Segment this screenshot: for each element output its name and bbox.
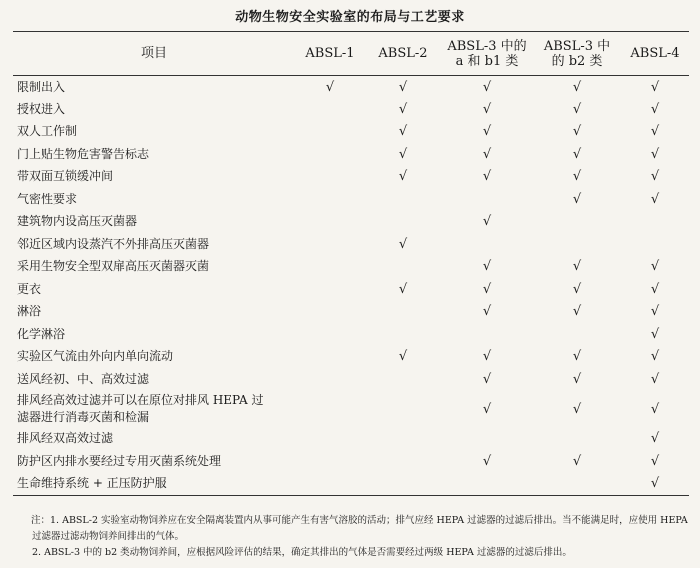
check-icon: √	[650, 453, 660, 469]
cell-absl1	[295, 166, 365, 189]
check-icon: √	[572, 101, 582, 117]
check-icon: √	[650, 124, 660, 140]
cell-absl2	[365, 278, 441, 301]
cell-absl4	[621, 188, 689, 211]
cell-absl3-b2	[533, 166, 621, 189]
check-icon: √	[572, 79, 582, 95]
table-row	[13, 278, 689, 301]
row-item-label: 门上贴生物危害警告标志	[17, 146, 150, 161]
check-icon: √	[398, 124, 408, 140]
cell-absl2	[365, 301, 441, 324]
cell-absl4	[621, 121, 689, 144]
row-item-label: 排风经高效过滤并可以在原位对排风 HEPA 过 滤器进行消毒灭菌和检漏	[17, 393, 264, 424]
cell-absl3-b2	[533, 188, 621, 211]
cell-absl3-ab1	[441, 368, 533, 391]
row-item-label: 防护区内排水要经过专用灭菌系统处理	[17, 453, 222, 468]
check-icon: √	[572, 281, 582, 297]
row-item-label: 送风经初、中、高效过滤	[17, 371, 150, 386]
table-row	[13, 473, 689, 496]
cell-absl1	[295, 121, 365, 144]
table-row	[13, 211, 689, 234]
cell-absl2	[365, 211, 441, 234]
cell-absl3-ab1	[441, 301, 533, 324]
cell-absl1	[295, 473, 365, 496]
check-icon: √	[650, 281, 660, 297]
row-item-label: 气密性要求	[17, 191, 78, 206]
check-icon: √	[650, 304, 660, 320]
cell-absl3-b2	[533, 346, 621, 369]
cell-absl4	[621, 98, 689, 121]
check-icon: √	[650, 259, 660, 275]
cell-absl2	[365, 450, 441, 473]
check-icon: √	[650, 476, 660, 491]
cell-absl3-b2	[533, 98, 621, 121]
row-item-label: 授权进入	[17, 101, 66, 116]
cell-absl3-ab1	[441, 473, 533, 496]
cell-absl4	[621, 450, 689, 473]
cell-absl3-b2	[533, 121, 621, 144]
cell-absl2	[365, 428, 441, 451]
check-icon: √	[650, 79, 660, 95]
cell-absl2	[365, 143, 441, 166]
row-item-label: 邻近区域内设蒸汽不外排高压灭菌器	[17, 236, 210, 251]
cell-absl1	[295, 391, 365, 428]
check-icon: √	[572, 191, 582, 207]
table-row	[13, 450, 689, 473]
cell-absl3-ab1	[441, 76, 533, 99]
table-row	[13, 98, 689, 121]
requirements-table	[13, 31, 689, 496]
table-title: 动物生物安全实验室的布局与工艺要求	[235, 10, 465, 25]
check-icon: √	[398, 79, 408, 95]
check-icon: √	[650, 371, 660, 387]
cell-absl3-ab1	[441, 323, 533, 346]
check-icon: √	[650, 169, 660, 185]
cell-absl1	[295, 301, 365, 324]
cell-absl4	[621, 301, 689, 324]
cell-absl4	[621, 233, 689, 256]
cell-absl4	[621, 166, 689, 189]
check-icon: √	[482, 79, 492, 95]
cell-absl4	[621, 278, 689, 301]
cell-absl4	[621, 346, 689, 369]
row-item-label: 排风经双高效过滤	[17, 431, 114, 446]
check-icon: √	[482, 453, 492, 469]
table-row	[13, 121, 689, 144]
cell-absl1	[295, 256, 365, 279]
cell-absl2	[365, 188, 441, 211]
check-icon: √	[482, 401, 492, 417]
check-icon: √	[482, 169, 492, 185]
table-row	[13, 391, 689, 428]
cell-absl3-b2	[533, 473, 621, 496]
check-icon: √	[650, 146, 660, 162]
cell-absl3-b2	[533, 256, 621, 279]
table-row	[13, 76, 689, 99]
check-icon: √	[482, 214, 492, 230]
check-icon: √	[650, 191, 660, 207]
cell-absl3-ab1	[441, 346, 533, 369]
row-item-label: 双人工作制	[17, 124, 78, 139]
cell-absl3-b2	[533, 301, 621, 324]
cell-absl1	[295, 143, 365, 166]
table-row	[13, 428, 689, 451]
cell-absl4	[621, 473, 689, 496]
cell-absl3-ab1	[441, 278, 533, 301]
row-item-label: 更衣	[17, 281, 42, 296]
cell-absl3-ab1	[441, 211, 533, 234]
table-row	[13, 233, 689, 256]
cell-absl2	[365, 76, 441, 99]
row-item-label: 淋浴	[17, 304, 42, 319]
cell-absl4	[621, 391, 689, 428]
cell-absl3-b2	[533, 323, 621, 346]
table-row	[13, 301, 689, 324]
table-row	[13, 368, 689, 391]
check-icon: √	[650, 431, 660, 447]
check-icon: √	[572, 453, 582, 469]
row-item-label: 化学淋浴	[17, 326, 66, 341]
header-absl4: ABSL-4	[630, 46, 680, 61]
check-icon: √	[482, 259, 492, 275]
cell-absl3-b2	[533, 76, 621, 99]
row-item-label: 带双面互锁缓冲间	[17, 169, 114, 184]
notes	[16, 513, 688, 561]
cell-absl1	[295, 323, 365, 346]
cell-absl4	[621, 323, 689, 346]
table-row	[13, 143, 689, 166]
check-icon: √	[482, 281, 492, 297]
check-icon: √	[572, 259, 582, 275]
cell-absl4	[621, 256, 689, 279]
note-1: 注：1. ABSL-2 实验室动物饲养应在安全隔离装置内从事可能产生有害气溶胶的活动；排气应经 HEPA 过滤器的过滤后排出。当不能满足时，应使用 HEPA 过滤器过滤动物饲养间排出的气体。	[31, 515, 688, 542]
check-icon: √	[398, 281, 408, 297]
check-icon: √	[325, 79, 335, 95]
cell-absl3-b2	[533, 143, 621, 166]
row-item-label: 限制出入	[17, 79, 66, 94]
cell-absl3-ab1	[441, 121, 533, 144]
check-icon: √	[572, 349, 582, 365]
table-row	[13, 166, 689, 189]
table-row	[13, 323, 689, 346]
cell-absl1	[295, 450, 365, 473]
check-icon: √	[482, 349, 492, 365]
cell-absl2	[365, 233, 441, 256]
check-icon: √	[572, 169, 582, 185]
header-absl1: ABSL-1	[305, 46, 355, 61]
cell-absl1	[295, 188, 365, 211]
check-icon: √	[482, 101, 492, 117]
cell-absl4	[621, 368, 689, 391]
cell-absl3-ab1	[441, 98, 533, 121]
table-row	[13, 188, 689, 211]
check-icon: √	[398, 101, 408, 117]
check-icon: √	[398, 236, 408, 252]
header-absl3-b2: ABSL-3 中 的 b2 类	[543, 38, 611, 69]
cell-absl3-ab1	[441, 233, 533, 256]
cell-absl1	[295, 76, 365, 99]
cell-absl3-ab1	[441, 143, 533, 166]
cell-absl2	[365, 346, 441, 369]
check-icon: √	[482, 371, 492, 387]
check-icon: √	[482, 124, 492, 140]
cell-absl2	[365, 121, 441, 144]
cell-absl3-ab1	[441, 188, 533, 211]
cell-absl3-b2	[533, 278, 621, 301]
cell-absl3-b2	[533, 428, 621, 451]
cell-absl3-ab1	[441, 166, 533, 189]
cell-absl3-ab1	[441, 450, 533, 473]
check-icon: √	[650, 349, 660, 365]
cell-absl3-b2	[533, 450, 621, 473]
cell-absl4	[621, 428, 689, 451]
cell-absl2	[365, 473, 441, 496]
table-row	[13, 256, 689, 279]
check-icon: √	[572, 371, 582, 387]
cell-absl2	[365, 256, 441, 279]
row-item-label: 生命维持系统 + 正压防护服	[17, 476, 167, 490]
cell-absl4	[621, 143, 689, 166]
check-icon: √	[650, 326, 660, 342]
check-icon: √	[572, 124, 582, 140]
check-icon: √	[398, 146, 408, 162]
header-absl2: ABSL-2	[378, 46, 428, 61]
check-icon: √	[398, 169, 408, 185]
cell-absl1	[295, 211, 365, 234]
cell-absl2	[365, 166, 441, 189]
cell-absl2	[365, 368, 441, 391]
header-row	[13, 32, 689, 76]
cell-absl3-ab1	[441, 256, 533, 279]
header-item: 项目	[140, 46, 167, 61]
cell-absl1	[295, 346, 365, 369]
row-item-label: 建筑物内设高压灭菌器	[17, 214, 138, 229]
cell-absl1	[295, 428, 365, 451]
cell-absl3-b2	[533, 391, 621, 428]
note-2: 2. ABSL-3 中的 b2 类动物饲养间，应根据风险评估的结果，确定其排出的气体是否需要经过两级 HEPA 过滤器的过滤后排出。	[32, 547, 572, 558]
check-icon: √	[572, 401, 582, 417]
check-icon: √	[398, 349, 408, 365]
cell-absl3-b2	[533, 368, 621, 391]
cell-absl1	[295, 278, 365, 301]
header-absl3-ab1: ABSL-3 中的 a 和 b1 类	[447, 38, 527, 69]
table-row	[13, 346, 689, 369]
check-icon: √	[572, 304, 582, 320]
cell-absl1	[295, 98, 365, 121]
check-icon: √	[572, 146, 582, 162]
cell-absl3-b2	[533, 233, 621, 256]
cell-absl4	[621, 76, 689, 99]
check-icon: √	[482, 304, 492, 320]
cell-absl3-b2	[533, 211, 621, 234]
check-icon: √	[650, 401, 660, 417]
cell-absl1	[295, 233, 365, 256]
cell-absl1	[295, 368, 365, 391]
check-icon: √	[482, 146, 492, 162]
cell-absl2	[365, 323, 441, 346]
cell-absl4	[621, 211, 689, 234]
check-icon: √	[650, 101, 660, 117]
cell-absl3-ab1	[441, 391, 533, 428]
row-item-label: 采用生物安全型双扉高压灭菌器灭菌	[17, 259, 210, 274]
cell-absl3-ab1	[441, 428, 533, 451]
cell-absl2	[365, 391, 441, 428]
cell-absl2	[365, 98, 441, 121]
row-item-label: 实验区气流由外向内单向流动	[17, 349, 174, 364]
